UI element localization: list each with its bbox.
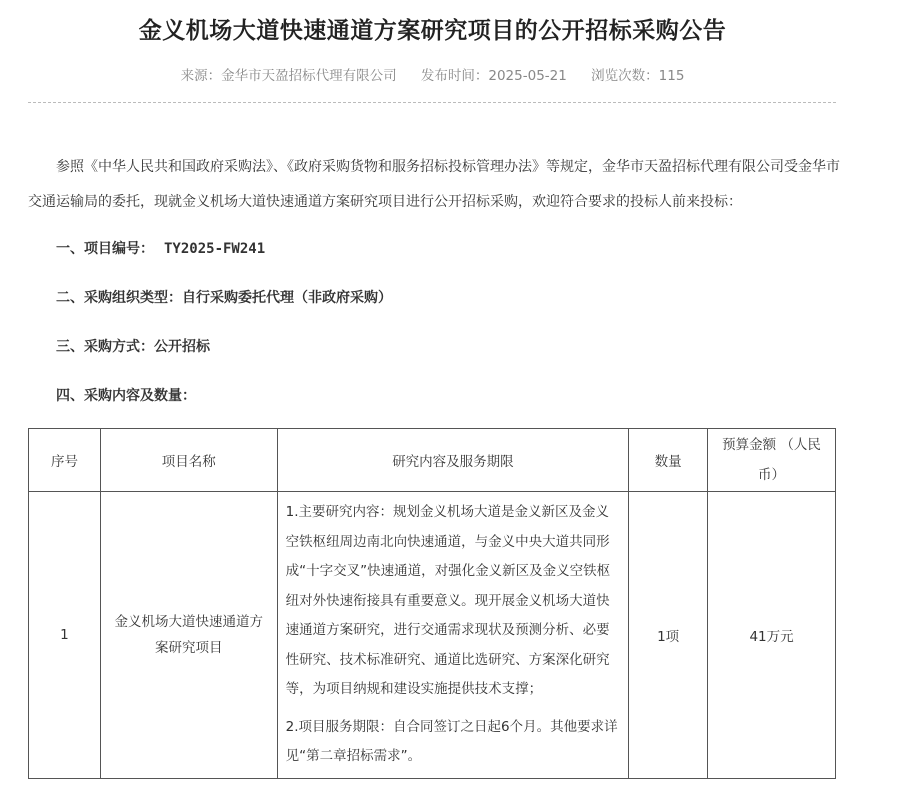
header-index: 序号: [29, 429, 101, 492]
section-method: 三、采购方式：公开招标: [56, 339, 210, 355]
intro-paragraph: 参照《中华人民共和国政府采购法》、《政府采购货物和服务招标投标管理办法》等规定，金华市天盈招标代理有限公司受金华市交通运输局的委托，现就金义机场大道快速通道方案研究项目进行公开招标采购，欢迎符合要求的投标人前来投标：: [28, 159, 840, 210]
content-research: 1.主要研究内容：规划金义机场大道是金义新区及金义空铁枢纽周边南北向快速通道，与金义中央大道共同形成“十字交叉”快速通道，对强化金义新区及金义空铁枢纽对外快速衔接具有重要意义。现开展金义机场大道快速通道方案研究，进行交通需求现状及预测分析、必要性研究、技术标准研究、通道比选研究、方案深化研究等，为项目纳规和建设实施提供技术支撑；: [285, 504, 611, 697]
page-title: 金义机场大道快速通道方案研究项目的公开招标采购公告: [138, 18, 727, 44]
cell-budget: 41万元: [708, 492, 836, 779]
cell-index: 1: [29, 492, 101, 779]
header-budget: 预算金额 （人民币）: [708, 429, 836, 492]
view-count-text: 浏览次数：115: [591, 68, 685, 84]
section-content: 四、采购内容及数量：: [56, 388, 196, 404]
cell-name: 金义机场大道快速通道方案研究项目: [100, 492, 277, 779]
content-service-period: 2.项目服务期限：自合同签订之日起6个月。其他要求详见“第二章招标需求”。: [285, 718, 618, 764]
cell-content: [277, 492, 629, 779]
table-row: [29, 492, 836, 779]
source-text: 来源：金华市天盈招标代理有限公司: [180, 68, 397, 84]
header-divider: [28, 102, 836, 103]
header-name: 项目名称: [100, 429, 277, 492]
table-header-row: [29, 429, 836, 492]
publish-time-text: 发布时间：2025-05-21: [420, 68, 567, 84]
project-number-label: 一、项目编号：: [56, 241, 154, 257]
procurement-table: [28, 428, 836, 779]
project-number-value: TY2025-FW241: [164, 241, 266, 257]
cell-quantity: 1项: [629, 492, 708, 779]
article-meta: [0, 64, 865, 84]
section-org-type: 二、采购组织类型：自行采购委托代理（非政府采购）: [56, 290, 392, 306]
header-quantity: 数量: [629, 429, 708, 492]
header-content: 研究内容及服务期限: [277, 429, 629, 492]
section-project-number: [56, 238, 265, 258]
